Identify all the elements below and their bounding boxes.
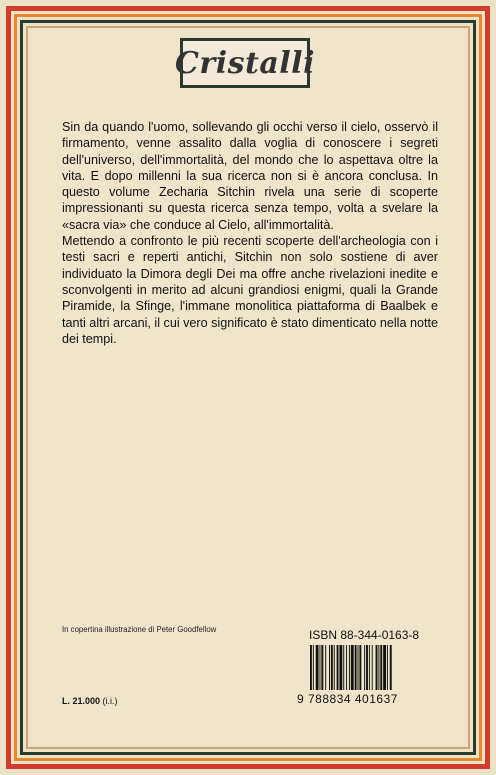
barcode-bar xyxy=(351,645,354,690)
barcode-icon xyxy=(309,645,421,690)
barcode-bar xyxy=(359,645,361,690)
barcode-bar xyxy=(378,645,379,690)
barcode-bar xyxy=(325,645,326,690)
barcode-bar xyxy=(349,645,350,690)
barcode-bar xyxy=(358,645,359,690)
series-logo-box xyxy=(175,38,315,88)
barcode-bar xyxy=(339,645,342,690)
barcode-bar xyxy=(369,645,370,690)
barcode-bar xyxy=(376,645,378,690)
barcode-bar xyxy=(329,645,330,690)
price-suffix: (i.i.) xyxy=(102,696,118,706)
barcode-bar xyxy=(346,645,347,690)
barcode-bar xyxy=(334,645,335,690)
barcode-bar xyxy=(355,645,357,690)
barcode-bar xyxy=(321,645,323,690)
blurb-paragraph-1: Sin da quando l'uomo, sollevando gli occhi verso il cielo, osservò il firmamento, venne assalito dalla voglia di conoscere i segreti dell'universo, dell'immortalità, del mondo che lo aspettava oltre la vita. E dopo millenni la sua ricerca non si è ancora conclusa. In questo volume Zecharia Sitchin rivela una serie di scoperte impressionanti su questa ricerca senza tempo, volta a svelare la «sacra via» che conduce al Cielo, all'immortalità. xyxy=(62,120,438,232)
price-amount: L. 21.000 xyxy=(62,696,101,706)
barcode-bar xyxy=(331,645,333,690)
barcode-bar xyxy=(372,645,373,690)
barcode-bar xyxy=(316,645,319,690)
barcode-bar xyxy=(320,645,321,690)
cover-illustration-credit: In copertina illustrazione di Peter Goodfellow xyxy=(62,625,217,634)
blurb-paragraph-2: Mettendo a confronto le più recenti scoperte dell'archeologia con i testi sacri e reperti antichi, Sitchin non solo sostiene di aver individuato la Dimora degli Dei ma offre anche rivelazioni inedite e sconvolgenti in merito ad alcuni grandiosi enigmi, quali la Grande Piramide, la Sfinge, l'immane monolitica piattaforma di Baalbek e tanti altri arcani, il cui vero significato è stato dimenticato nella notte dei tempi. xyxy=(62,234,438,346)
back-cover-blurb xyxy=(62,119,438,347)
barcode-bar xyxy=(310,645,312,690)
isbn-label: ISBN 88-344-0163-8 xyxy=(309,628,420,642)
barcode-bar xyxy=(343,645,344,690)
barcode-bar xyxy=(337,645,339,690)
barcode-bar xyxy=(387,645,388,690)
barcode-bar xyxy=(364,645,365,690)
barcode-number: 9 788834 401637 xyxy=(297,692,398,706)
barcode-bar xyxy=(380,645,382,690)
barcode-bar xyxy=(390,645,392,690)
barcode-bar xyxy=(313,645,314,690)
price xyxy=(62,696,118,706)
barcode-bar xyxy=(366,645,368,690)
barcode-bar xyxy=(383,645,386,690)
series-logo: Cristalli xyxy=(175,45,315,81)
